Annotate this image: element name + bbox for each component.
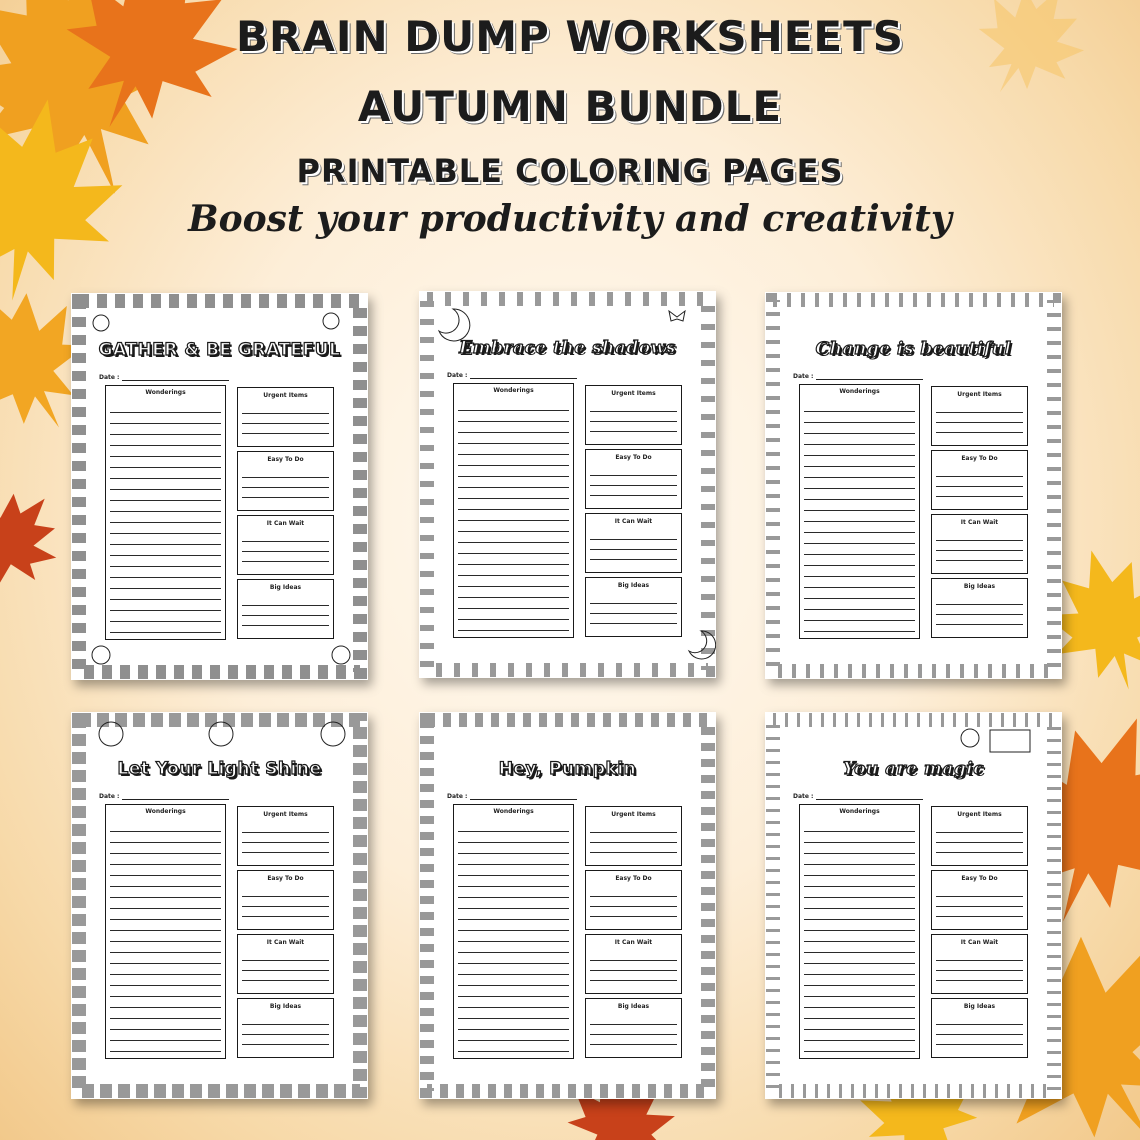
worksheet-card — [419, 291, 716, 678]
easy-to-do-box: Easy To Do — [237, 451, 334, 511]
urgent-items-box: Urgent Items — [237, 387, 334, 447]
urgent-items-box: Urgent Items — [237, 806, 334, 866]
it-can-wait-box: It Can Wait — [237, 515, 334, 575]
sheet-title: Let Your Light Shine — [117, 759, 322, 779]
it-can-wait-box: It Can Wait — [931, 514, 1028, 574]
sheet-title: Hey, Pumpkin — [498, 759, 637, 779]
wonderings-box: Wonderings — [799, 384, 920, 639]
worksheet-card — [71, 293, 368, 680]
sheet-title: GATHER & BE GRATEFUL — [98, 340, 341, 360]
it-can-wait-box: It Can Wait — [585, 934, 682, 994]
title-line-1: BRAIN DUMP WORKSHEETS — [235, 12, 905, 61]
wonderings-box: Wonderings — [799, 804, 920, 1059]
easy-to-do-box: Easy To Do — [931, 870, 1028, 930]
big-ideas-box: Big Ideas — [931, 578, 1028, 638]
date-field: Date : — [99, 371, 229, 381]
urgent-items-box: Urgent Items — [931, 806, 1028, 866]
worksheet-card — [71, 712, 368, 1099]
worksheet-card — [419, 712, 716, 1099]
wonderings-box: Wonderings — [105, 385, 226, 640]
date-field: Date : — [793, 370, 923, 380]
easy-to-do-box: Easy To Do — [237, 870, 334, 930]
wonderings-box: Wonderings — [105, 804, 226, 1059]
it-can-wait-box: It Can Wait — [237, 934, 334, 994]
big-ideas-box: Big Ideas — [237, 579, 334, 639]
urgent-items-box: Urgent Items — [585, 385, 682, 445]
big-ideas-box: Big Ideas — [585, 998, 682, 1058]
easy-to-do-box: Easy To Do — [585, 870, 682, 930]
urgent-items-box: Urgent Items — [585, 806, 682, 866]
sheet-title: You are magic — [842, 759, 985, 779]
tagline: Boost your productivity and creativity — [188, 198, 952, 240]
urgent-items-box: Urgent Items — [931, 386, 1028, 446]
it-can-wait-box: It Can Wait — [931, 934, 1028, 994]
easy-to-do-box: Easy To Do — [585, 449, 682, 509]
date-field: Date : — [447, 369, 577, 379]
big-ideas-box: Big Ideas — [237, 998, 334, 1058]
it-can-wait-box: It Can Wait — [585, 513, 682, 573]
sheet-title: Embrace the shadows — [459, 338, 676, 358]
big-ideas-box: Big Ideas — [585, 577, 682, 637]
big-ideas-box: Big Ideas — [931, 998, 1028, 1058]
date-field: Date : — [793, 790, 923, 800]
date-field: Date : — [447, 790, 577, 800]
worksheet-card — [765, 712, 1062, 1099]
sheet-title: Change is beautiful — [815, 339, 1012, 359]
worksheet-card — [765, 292, 1062, 679]
title-line-2: AUTUMN BUNDLE — [357, 82, 783, 131]
date-field: Date : — [99, 790, 229, 800]
wonderings-box: Wonderings — [453, 804, 574, 1059]
subtitle: PRINTABLE COLORING PAGES — [296, 152, 844, 190]
easy-to-do-box: Easy To Do — [931, 450, 1028, 510]
wonderings-box: Wonderings — [453, 383, 574, 638]
